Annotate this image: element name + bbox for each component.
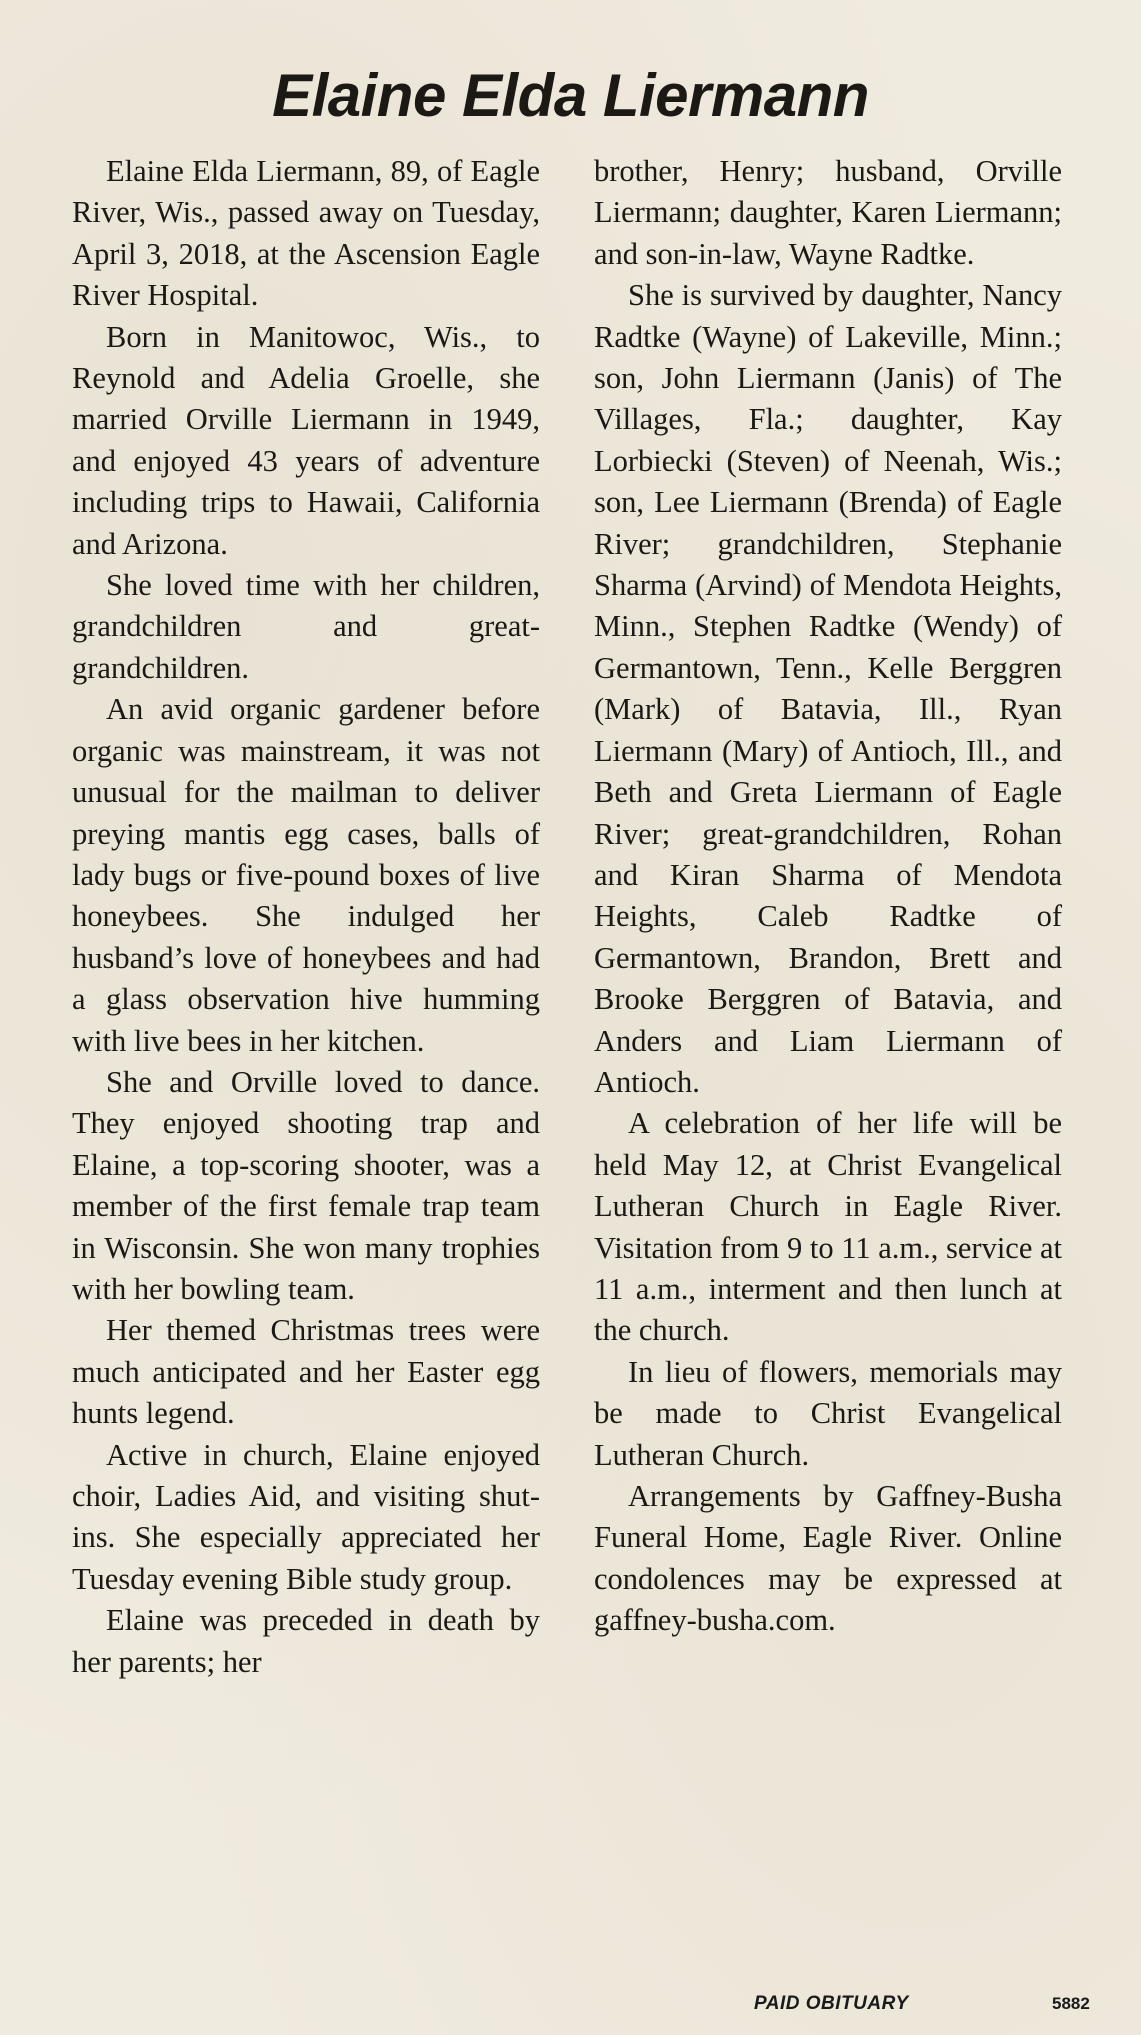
paragraph-preceded-by: Elaine was preceded in death by her parents; her xyxy=(72,1603,540,1679)
right-column xyxy=(594,151,1062,1642)
paragraph-church: Active in church, Elaine enjoyed choir, Ladies Aid, and visiting shut-ins. She especially appreciated her Tuesday evening Bible study group. xyxy=(72,1437,540,1596)
ad-code: 5882 xyxy=(1052,1994,1090,2013)
left-column xyxy=(72,151,540,1683)
paragraph-survivors: She is survived by daughter, Nancy Radtke (Wayne) of Lakeville, Minn.; son, John Liermann (Janis) of The Villages, Fla.; daughter, Kay Lorbiecki (Steven) of Neenah, Wis.; son, Lee Liermann (Brenda) of Eagle River; grandchildren, Stephanie Sharma (Arvind) of Mendota Heights, Minn., Stephen Radtke (Wendy) of Germantown, Tenn., Kelle Berggren (Mark) of Batavia, Ill., Ryan Liermann (Mary) of Antioch, Ill., and Beth and Greta Liermann of Eagle River; great-grandchildren, Rohan and Kiran Sharma of Mendota Heights, Caleb Radtke of Germantown, Brandon, Brett and Brooke Berggren of Batavia, and Anders and Liam Liermann of Antioch. xyxy=(594,278,1062,1099)
paragraph-death-notice: Elaine Elda Liermann, 89, of Eagle River, Wis., passed away on Tuesday, April 3, 2018, at the Ascension Eagle River Hospital. xyxy=(72,154,540,313)
footer xyxy=(594,1993,1090,2021)
paid-obituary-label: PAID OBITUARY xyxy=(754,1993,909,2014)
paragraph-hobbies: She and Orville loved to dance. They enjoyed shooting trap and Elaine, a top-scoring shooter, was a member of the first female trap team in Wisconsin. She won many trophies with her bowling team. xyxy=(72,1064,540,1306)
paragraph-celebration: A celebration of her life will be held May 12, at Christ Evangelical Lutheran Church in Eagle River. Visitation from 9 to 11 a.m., service at 11 a.m., interment and then lunch at the church. xyxy=(594,1106,1062,1348)
obituary-title: Elaine Elda Liermann xyxy=(272,62,869,130)
paragraph-arrangements: Arrangements by Gaffney-Busha Funeral Home, Eagle River. Online condolences may be expressed at gaffney-busha.com. xyxy=(594,1479,1062,1638)
paragraph-preceded-by-continued: brother, Henry; husband, Orville Liermann; daughter, Karen Liermann; and son-in-law, Wayne Radtke. xyxy=(594,154,1062,271)
paragraph-family-love: She loved time with her children, grandchildren and great-grandchildren. xyxy=(72,568,540,685)
paragraph-gardening: An avid organic gardener before organic was mainstream, it was not unusual for the mailman to deliver preying mantis egg cases, balls of lady bugs or five-pound boxes of live honeybees. She indulged her husband’s love of honeybees and had a glass observation hive humming with live bees in her kitchen. xyxy=(72,692,540,1058)
paragraph-holidays: Her themed Christmas trees were much anticipated and her Easter egg hunts legend. xyxy=(72,1313,540,1431)
paragraph-memorials: In lieu of flowers, memorials may be made to Christ Evangelical Lutheran Church. xyxy=(594,1354,1062,1472)
paragraph-biography: Born in Manitowoc, Wis., to Reynold and Adelia Groelle, she married Orville Liermann in 1949, and enjoyed 43 years of adventure including trips to Hawaii, California and Arizona. xyxy=(72,319,540,561)
